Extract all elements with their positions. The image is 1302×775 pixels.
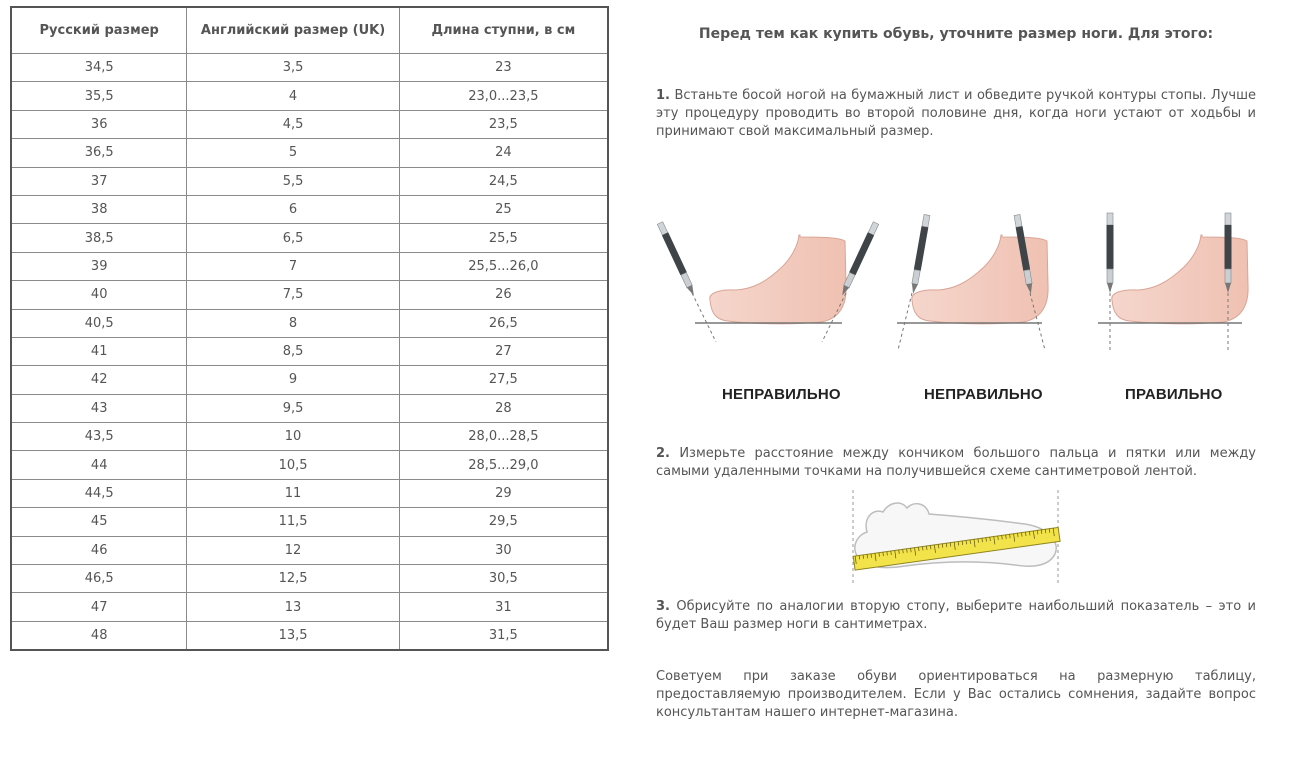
cell-foot-length: 25,5...26,0 — [399, 252, 608, 280]
foot-measuring-illustration — [845, 488, 1070, 588]
cell-russian-size: 46,5 — [11, 565, 187, 593]
cell-russian-size: 46 — [11, 536, 187, 564]
cell-foot-length: 31 — [399, 593, 608, 621]
cell-uk-size: 12 — [187, 536, 399, 564]
cell-foot-length: 25,5 — [399, 224, 608, 252]
cell-uk-size: 10 — [187, 423, 399, 451]
cell-russian-size: 34,5 — [11, 54, 187, 82]
cell-uk-size: 6 — [187, 195, 399, 223]
cell-foot-length: 23 — [399, 54, 608, 82]
table-row — [11, 167, 608, 195]
cell-foot-length: 28 — [399, 394, 608, 422]
cell-uk-size: 12,5 — [187, 565, 399, 593]
cell-russian-size: 36,5 — [11, 139, 187, 167]
cell-foot-length: 28,0...28,5 — [399, 423, 608, 451]
step-2-text: Измерьте расстояние между кончиком большого пальца и пятки или между самыми удаленными точками на получившейся схеме сантиметровой лентой. — [656, 446, 1256, 479]
step-2-number: 2. — [656, 446, 670, 461]
table-row — [11, 366, 608, 394]
cell-foot-length: 26,5 — [399, 309, 608, 337]
advice-text: Советуем при заказе обуви ориентироваться на размерную таблицу, предоставляемую производителем. Если у Вас остались сомнения, задайте вопрос консультантам нашего интернет-магазина. — [656, 669, 1256, 720]
step-1-text: Встаньте босой ногой на бумажный лист и обведите ручкой контуры стопы. Лучше эту процедуру проводить во второй половине дня, когда ноги устают от ходьбы и принимают свой максимальный размер. — [656, 88, 1256, 139]
cell-russian-size: 35,5 — [11, 82, 187, 110]
table-row — [11, 423, 608, 451]
cell-russian-size: 41 — [11, 337, 187, 365]
step-3-number: 3. — [656, 599, 670, 614]
table-row — [11, 593, 608, 621]
table-row — [11, 281, 608, 309]
header-russian-size: Русский размер — [11, 7, 187, 54]
cell-uk-size: 8 — [187, 309, 399, 337]
cell-foot-length: 25 — [399, 195, 608, 223]
size-table — [10, 6, 609, 651]
cell-uk-size: 11,5 — [187, 508, 399, 536]
foot-drawing-wrong-1 — [657, 222, 879, 342]
table-row — [11, 54, 608, 82]
header-foot-length: Длина ступни, в см — [399, 7, 608, 54]
cell-russian-size: 40,5 — [11, 309, 187, 337]
label-correct: ПРАВИЛЬНО — [1125, 386, 1223, 403]
table-row — [11, 309, 608, 337]
cell-uk-size: 5 — [187, 139, 399, 167]
cell-russian-size: 44,5 — [11, 479, 187, 507]
cell-russian-size: 40 — [11, 281, 187, 309]
cell-foot-length: 29 — [399, 479, 608, 507]
table-row — [11, 536, 608, 564]
table-row — [11, 224, 608, 252]
cell-foot-length: 24,5 — [399, 167, 608, 195]
table-row — [11, 508, 608, 536]
cell-russian-size: 43 — [11, 394, 187, 422]
cell-foot-length: 30,5 — [399, 565, 608, 593]
cell-russian-size: 38,5 — [11, 224, 187, 252]
cell-uk-size: 3,5 — [187, 54, 399, 82]
cell-uk-size: 9,5 — [187, 394, 399, 422]
cell-russian-size: 48 — [11, 621, 187, 650]
table-row — [11, 195, 608, 223]
header-uk-size: Английский размер (UK) — [187, 7, 399, 54]
cell-foot-length: 27 — [399, 337, 608, 365]
cell-uk-size: 9 — [187, 366, 399, 394]
cell-russian-size: 45 — [11, 508, 187, 536]
step-1 — [656, 87, 1256, 141]
cell-uk-size: 5,5 — [187, 167, 399, 195]
cell-foot-length: 29,5 — [399, 508, 608, 536]
cell-foot-length: 26 — [399, 281, 608, 309]
cell-foot-length: 27,5 — [399, 366, 608, 394]
instructions-heading: Перед тем как купить обувь, уточните размер ноги. Для этого: — [698, 26, 1214, 42]
cell-russian-size: 37 — [11, 167, 187, 195]
cell-uk-size: 6,5 — [187, 224, 399, 252]
cell-uk-size: 8,5 — [187, 337, 399, 365]
cell-foot-length: 23,0...23,5 — [399, 82, 608, 110]
cell-uk-size: 4,5 — [187, 110, 399, 138]
cell-foot-length: 31,5 — [399, 621, 608, 650]
step-2 — [656, 445, 1256, 481]
cell-foot-length: 24 — [399, 139, 608, 167]
cell-uk-size: 13 — [187, 593, 399, 621]
table-row — [11, 110, 608, 138]
cell-uk-size: 13,5 — [187, 621, 399, 650]
table-row — [11, 394, 608, 422]
step-1-number: 1. — [656, 88, 670, 103]
cell-russian-size: 38 — [11, 195, 187, 223]
table-header-row — [11, 7, 608, 54]
table-row — [11, 621, 608, 650]
table-row — [11, 139, 608, 167]
step-3-text: Обрисуйте по аналогии вторую стопу, выберите наибольший показатель – это и будет Ваш размер ноги в сантиметрах. — [656, 599, 1256, 632]
table-body — [11, 54, 608, 651]
foot-drawing-correct — [1098, 213, 1248, 350]
cell-foot-length: 23,5 — [399, 110, 608, 138]
table-row — [11, 565, 608, 593]
label-wrong-2: НЕПРАВИЛЬНО — [924, 386, 1043, 403]
cell-russian-size: 36 — [11, 110, 187, 138]
cell-uk-size: 7,5 — [187, 281, 399, 309]
table-row — [11, 451, 608, 479]
table-row — [11, 252, 608, 280]
foot-drawing-wrong-2 — [897, 214, 1048, 350]
table-row — [11, 82, 608, 110]
cell-uk-size: 11 — [187, 479, 399, 507]
cell-uk-size: 4 — [187, 82, 399, 110]
cell-russian-size: 44 — [11, 451, 187, 479]
cell-uk-size: 7 — [187, 252, 399, 280]
step-3 — [656, 598, 1256, 634]
cell-russian-size: 47 — [11, 593, 187, 621]
label-wrong-1: НЕПРАВИЛЬНО — [722, 386, 841, 403]
cell-foot-length: 28,5...29,0 — [399, 451, 608, 479]
cell-russian-size: 43,5 — [11, 423, 187, 451]
foot-tracing-illustration — [650, 205, 1260, 355]
cell-foot-length: 30 — [399, 536, 608, 564]
table-row — [11, 479, 608, 507]
table-row — [11, 337, 608, 365]
cell-russian-size: 39 — [11, 252, 187, 280]
cell-russian-size: 42 — [11, 366, 187, 394]
cell-uk-size: 10,5 — [187, 451, 399, 479]
